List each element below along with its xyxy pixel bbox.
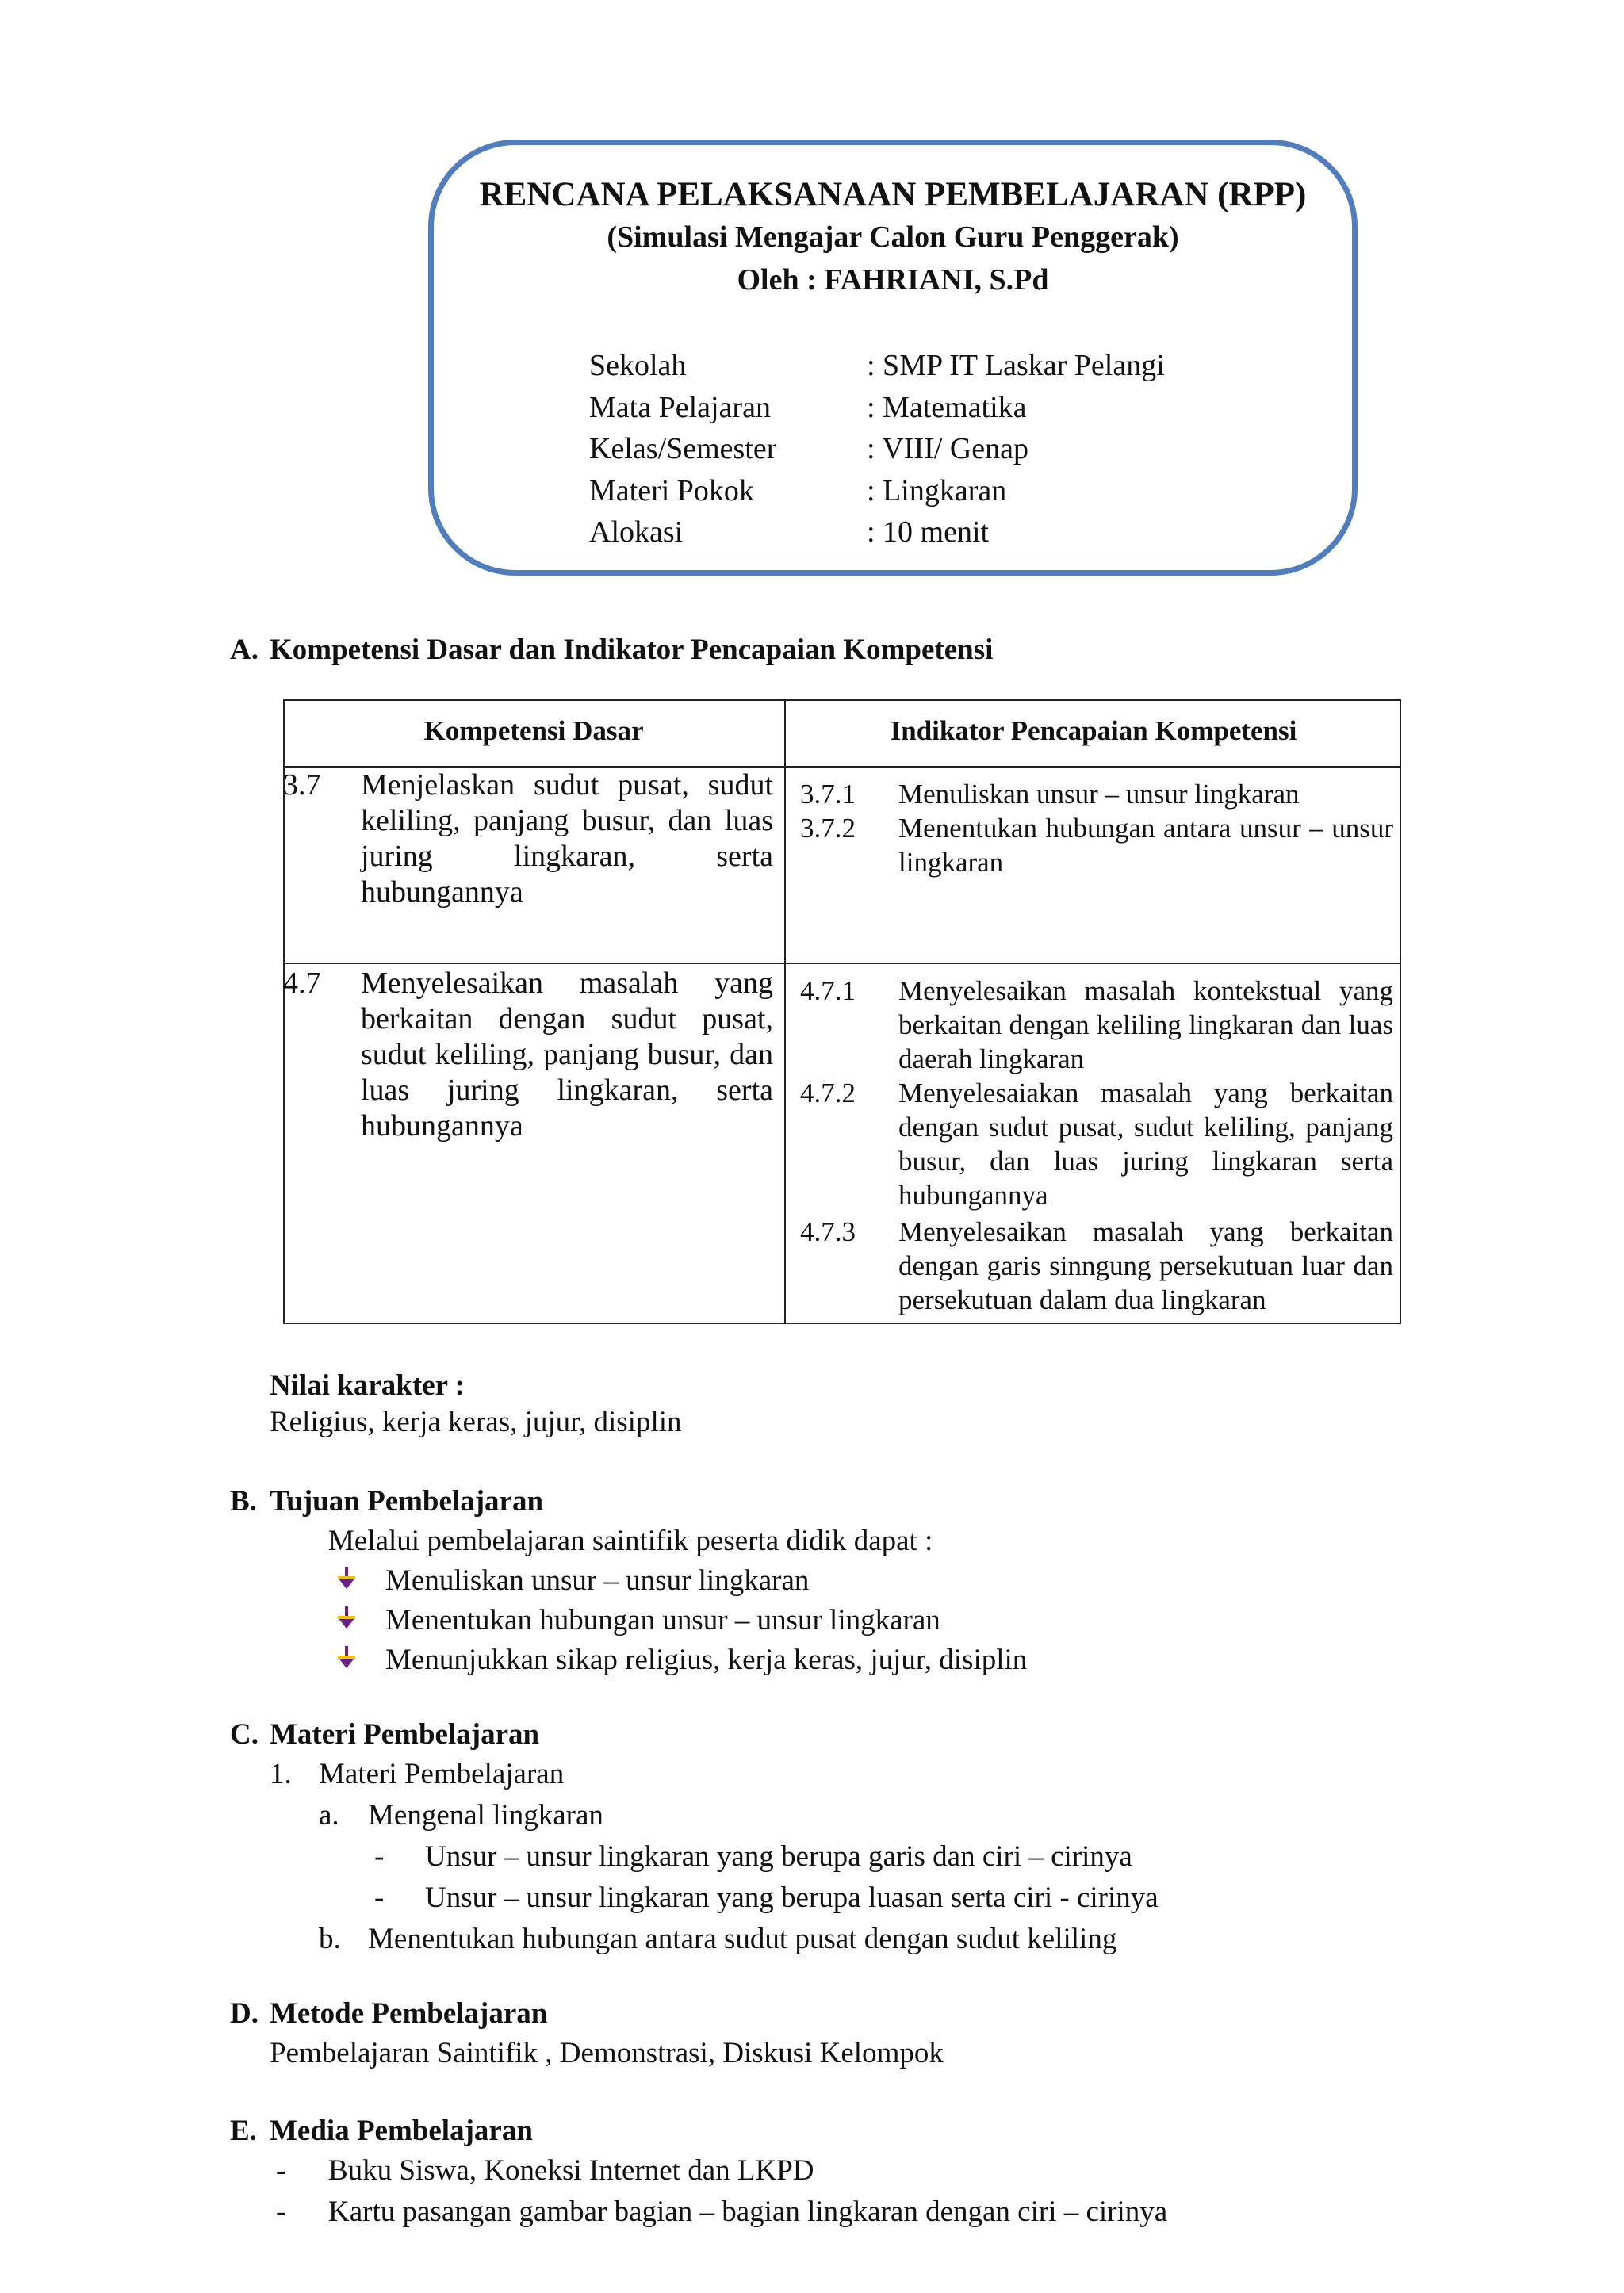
info-value: : SMP IT Laskar Pelangi	[867, 349, 1165, 382]
kd-number: 4.7	[283, 967, 321, 1000]
dash-bullet: -	[374, 1881, 385, 1914]
dash-bullet: -	[276, 2195, 286, 2228]
tujuan-text: Menuliskan unsur – unsur lingkaran	[385, 1564, 810, 1597]
ipk-text: Menuliskan unsur – unsur lingkaran	[898, 779, 1300, 810]
tujuan-item	[333, 1603, 940, 1637]
dash-bullet: -	[374, 1840, 385, 1873]
ipk-text: Menyelesaikan masalah kontekstual yang berkaitan dengan keliling lingkaran dan luas daerah lingkaran	[898, 975, 1393, 1074]
list-text: Kartu pasangan gambar bagian – bagian lingkaran dengan ciri – cirinya	[328, 2195, 1168, 2228]
section-title: Metode Pembelajaran	[270, 1997, 548, 2030]
tujuan-intro: Melalui pembelajaran saintifik peserta didik dapat :	[328, 1525, 933, 1557]
kd-cell-row1	[283, 768, 773, 910]
info-value: : Lingkaran	[867, 473, 1007, 507]
list-text: Materi Pembelajaran	[319, 1758, 565, 1790]
section-b-heading	[230, 1484, 543, 1518]
info-value: : VIII/ Genap	[867, 432, 1029, 465]
table-header-kd: Kompetensi Dasar	[423, 715, 644, 746]
tujuan-item	[333, 1643, 1027, 1677]
ipk-item	[800, 1076, 1393, 1212]
arrow-down-bullet-icon	[338, 1606, 355, 1630]
tujuan-text: Menentukan hubungan unsur – unsur lingkaran	[385, 1604, 940, 1636]
nilai-karakter-value: Religius, kerja keras, jujur, disiplin	[270, 1406, 682, 1438]
document-subtitle: (Simulasi Mengajar Calon Guru Penggerak)	[607, 220, 1179, 254]
materi-sub-a	[319, 1798, 603, 1832]
info-row-kelas	[589, 428, 1165, 470]
ipk-item	[800, 1215, 1393, 1317]
section-title: Kompetensi Dasar dan Indikator Pencapaian Kompetensi	[270, 634, 994, 666]
dash-bullet: -	[276, 2154, 286, 2187]
ipk-item	[800, 777, 1393, 811]
kd-number: 3.7	[283, 768, 321, 802]
arrow-down-bullet-icon	[338, 1646, 355, 1670]
list-text: Unsur – unsur lingkaran yang berupa luasan serta ciri - cirinya	[425, 1881, 1159, 1914]
materi-dash-item	[374, 1839, 1132, 1874]
info-label: Alokasi	[589, 515, 684, 549]
ipk-number: 4.7.1	[800, 975, 856, 1006]
kd-cell-row2	[283, 966, 773, 1144]
section-letter: B.	[230, 1485, 257, 1518]
info-row-materi	[589, 470, 1165, 512]
media-item	[276, 2153, 814, 2188]
list-text: Mengenal lingkaran	[368, 1799, 603, 1832]
ipk-text: Menyelesaiakan masalah yang berkaitan dengan sudut pusat, sudut keliling, panjang busur, dan luas juring lingkaran serta hubungannya	[898, 1078, 1393, 1211]
section-e-heading	[230, 2114, 533, 2148]
info-list	[589, 345, 1165, 553]
ipk-number: 4.7.2	[800, 1078, 856, 1108]
materi-item-1	[270, 1757, 564, 1791]
section-letter: E.	[230, 2115, 257, 2147]
ipk-number: 3.7.2	[800, 813, 856, 844]
list-letter: b.	[319, 1923, 341, 1955]
section-a-heading	[230, 633, 993, 667]
section-d-heading	[230, 1996, 547, 2031]
kd-ipk-table	[283, 699, 1401, 1324]
ipk-number: 3.7.1	[800, 779, 856, 810]
materi-sub-b	[319, 1922, 1116, 1956]
table-header-ipk: Indikator Pencapaian Kompetensi	[890, 715, 1297, 746]
list-letter: a.	[319, 1799, 339, 1832]
section-letter: C.	[230, 1718, 259, 1751]
section-letter: D.	[230, 1997, 259, 2030]
ipk-number: 4.7.3	[800, 1216, 856, 1247]
section-title: Tujuan Pembelajaran	[270, 1485, 544, 1518]
materi-dash-item	[374, 1881, 1159, 1915]
info-row-sekolah	[589, 345, 1165, 387]
list-text: Menentukan hubungan antara sudut pusat dengan sudut keliling	[368, 1923, 1117, 1955]
table-column-divider	[784, 699, 786, 1324]
kd-text: Menjelaskan sudut pusat, sudut keliling, panjang busur, dan luas juring lingkaran, serta hubungannya	[361, 768, 773, 909]
section-c-heading	[230, 1717, 539, 1751]
info-label: Materi Pokok	[589, 473, 754, 507]
tujuan-item	[333, 1564, 809, 1598]
header-box	[428, 140, 1358, 576]
info-value: : Matematika	[867, 390, 1027, 424]
list-text: Buku Siswa, Koneksi Internet dan LKPD	[328, 2154, 814, 2187]
list-number: 1.	[270, 1758, 292, 1790]
ipk-item	[800, 974, 1393, 1076]
section-letter: A.	[230, 634, 259, 666]
tujuan-text: Menunjukkan sikap religius, kerja keras, jujur, disiplin	[385, 1644, 1028, 1676]
list-text: Unsur – unsur lingkaran yang berupa garis dan ciri – cirinya	[425, 1840, 1132, 1873]
section-title: Materi Pembelajaran	[270, 1718, 540, 1751]
info-label: Kelas/Semester	[589, 432, 777, 465]
table-row-divider	[283, 963, 1401, 964]
nilai-karakter-label: Nilai karakter :	[270, 1369, 465, 1402]
media-item	[276, 2195, 1167, 2229]
section-title: Media Pembelajaran	[270, 2115, 533, 2147]
ipk-text: Menyelesaikan masalah yang berkaitan dengan garis sinngung persekutuan luar dan persekutuan dalam dua lingkaran	[898, 1216, 1393, 1315]
info-label: Mata Pelajaran	[589, 390, 771, 424]
document-author: Oleh : FAHRIANI, S.Pd	[737, 263, 1049, 297]
info-value: : 10 menit	[867, 515, 990, 549]
ipk-item	[800, 811, 1393, 879]
ipk-text: Menentukan hubungan antara unsur – unsur lingkaran	[898, 813, 1393, 878]
metode-text: Pembelajaran Saintifik , Demonstrasi, Diskusi Kelompok	[270, 2037, 944, 2069]
info-row-mapel	[589, 387, 1165, 429]
info-row-alokasi	[589, 511, 1165, 553]
kd-text: Menyelesaikan masalah yang berkaitan dengan sudut pusat, sudut keliling, panjang busur, dan luas juring lingkaran, serta hubungannya	[361, 967, 773, 1143]
arrow-down-bullet-icon	[338, 1567, 355, 1591]
info-label: Sekolah	[589, 349, 687, 382]
document-title: RENCANA PELAKSANAAN PEMBELAJARAN (RPP)	[479, 176, 1307, 213]
